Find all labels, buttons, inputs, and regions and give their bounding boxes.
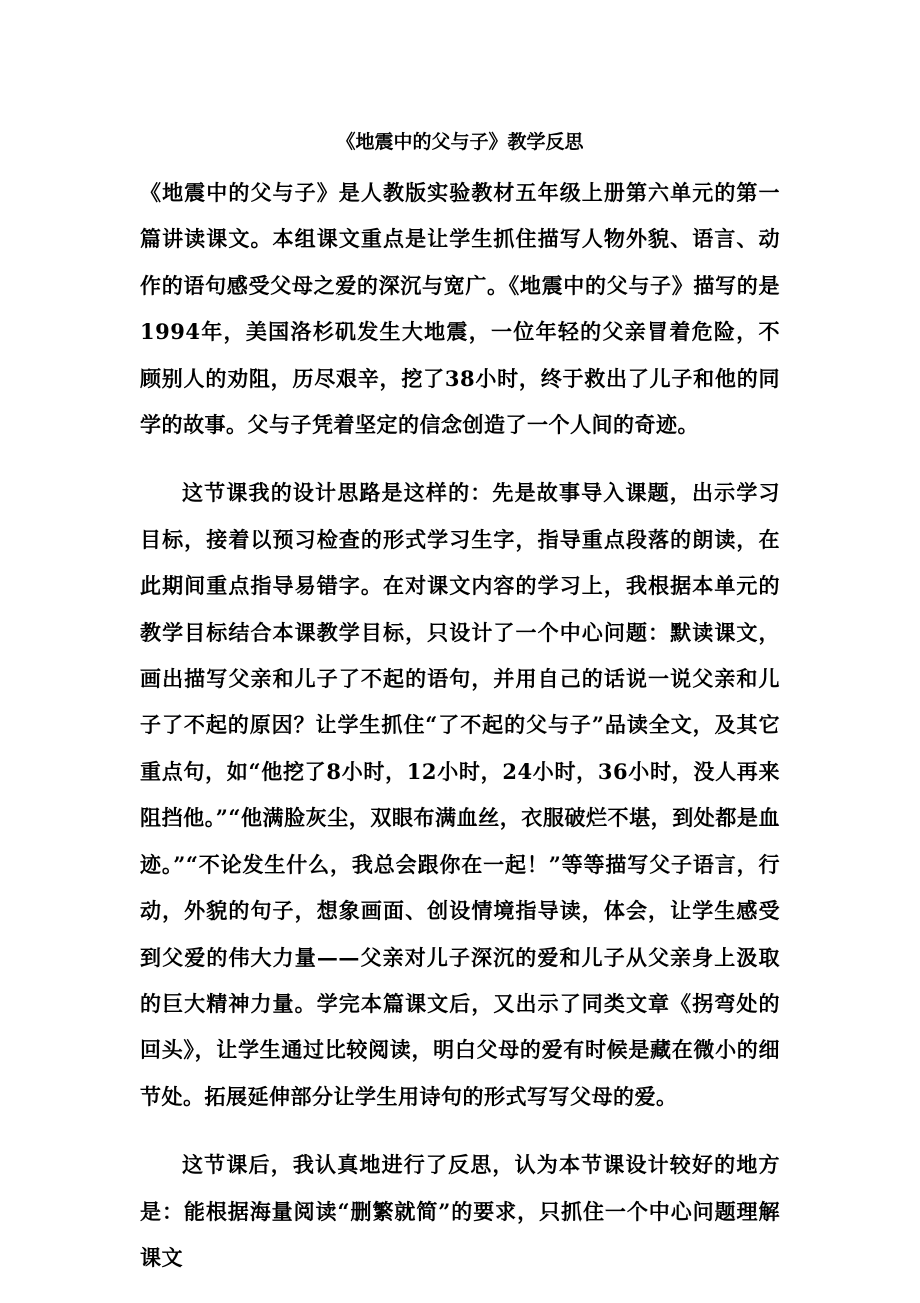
paragraph-reflection: 这节课后，我认真地进行了反思，认为本节课设计较好的地方是：能根据海量阅读“删繁就简”的要求，只抓住一个中心问题理解课文 (140, 1152, 780, 1270)
paragraph-intro: 《地震中的父与子》是人教版实验教材五年级上册第六单元的第一篇讲读课文。本组课文重点是让学生抓住描写人物外貌、语言、动作的语句感受父母之爱的深沉与宽广。《地震中的父与子》描写的是1994年，美国洛杉矶发生大地震，一位年轻的父亲冒着危险，不顾别人的劝阻，历尽艰辛，挖了38小时，终于救出了儿子和他的同学的故事。父与子凭着坚定的信念创造了一个人间的奇迹。 (140, 180, 780, 438)
document-title: 《地震中的父与子》教学反思 (336, 131, 584, 153)
paragraph-design: 这节课我的设计思路是这样的：先是故事导入课题，出示学习目标，接着以预习检查的形式学习生字，指导重点段落的朗读，在此期间重点指导易错字。在对课文内容的学习上，我根据本单元的教学目标结合本课教学目标，只设计了一个中心问题：默读课文，画出描写父亲和儿子了不起的语句，并用自己的话说一说父亲和儿子了不起的原因？让学生抓住“了不起的父与子”品读全文，及其它重点句，如“他挖了8小时，12小时，24小时，36小时，没人再来阻挡他。”“他满脸灰尘，双眼布满血丝，衣服破烂不堪，到处都是血迹。”“不论发生什么，我总会跟你在一起！”等等描写父子语言，行动，外貌的句子，想象画面、创设情境指导读，体会，让学生感受到父爱的伟大力量——父亲对儿子深沉的爱和儿子从父亲身上汲取的巨大精神力量。学完本篇课文后，又出示了同类文章《拐弯处的回头》，让学生通过比较阅读，明白父母的爱有时候是藏在微小的细节处。拓展延伸部分让学生用诗句的形式写写父母的爱。 (140, 480, 780, 1109)
document-body (140, 170, 780, 1303)
